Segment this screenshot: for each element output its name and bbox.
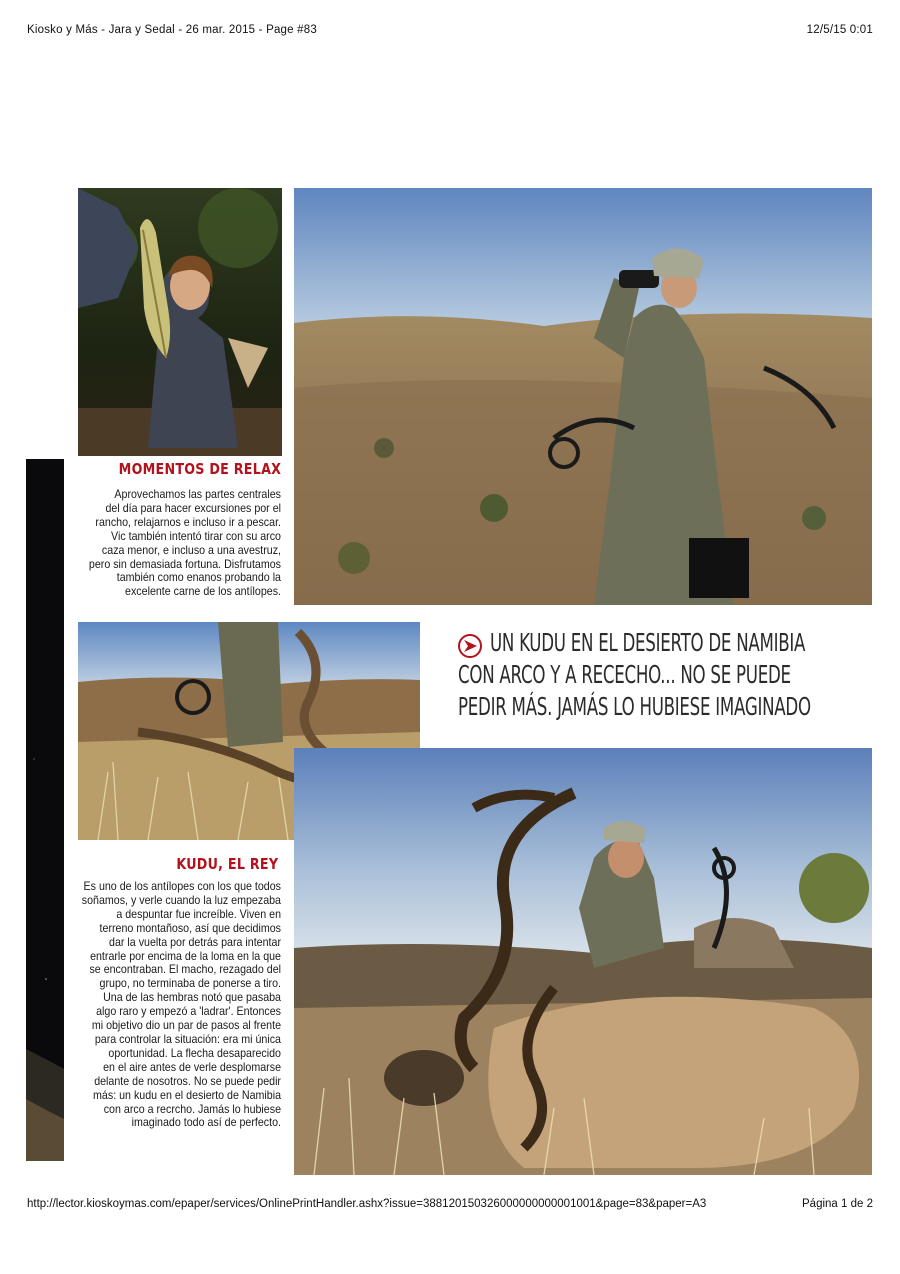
relax-line: del día para hacer excursiones por el: [105, 501, 281, 515]
photo-hunter-kudu-trophy: [294, 748, 872, 1175]
relax-line: caza menor, e incluso a una avestruz,: [101, 543, 281, 557]
kudu-line: a despuntar fue increíble. Viven en: [116, 907, 281, 921]
relax-line: rancho, relajarnos e incluso ir a pescar.: [95, 515, 281, 529]
kudu-line: oportunidad. La flecha desaparecido: [108, 1046, 281, 1060]
relax-body: [60, 488, 281, 599]
kudu-line: dar la vuelta por detrás para intentar: [109, 935, 281, 949]
kudu-line: para controlar la situación: era mi única: [94, 1032, 281, 1046]
relax-line: excelente carne de los antílopes.: [125, 585, 281, 599]
relax-line: pero sin demasiada fortuna. Disfrutamos: [88, 557, 281, 571]
pullquote-line: CON ARCO Y A RECECHO... NO SE PUEDE: [458, 660, 791, 689]
kudu-line: entrarle por encima de la loma en la que: [90, 949, 281, 963]
pullquote: [458, 627, 811, 723]
kudu-line: delante de nosotros. No se puede pedir: [94, 1074, 281, 1088]
kudu-heading: KUDU, EL REY: [176, 855, 278, 873]
print-footer-url[interactable]: http://lector.kioskoymas.com/epaper/services/OnlinePrintHandler.ashx?issue=388120150326000000000001001&page=83&paper=A3: [27, 1198, 707, 1210]
photo-hunter-binoculars: [294, 188, 872, 605]
print-header-title: Kiosko y Más - Jara y Sedal - 26 mar. 2015 - Page #83: [27, 24, 317, 36]
print-header-datetime: 12/5/15 0:01: [806, 24, 873, 36]
adjacent-page-photo-strip: [26, 459, 64, 1161]
pullquote-line: PEDIR MÁS. JAMÁS LO HUBIESE IMAGINADO: [458, 692, 811, 721]
kudu-line: imaginado todo así de perfecto.: [131, 1116, 281, 1130]
kudu-line: con arco a recrcho. Jamás lo hubiese: [103, 1102, 281, 1116]
kudu-line: algo raro y empezó a 'ladrar'. Entonces: [96, 1005, 282, 1019]
kudu-line: Es uno de los antílopes con los que todos: [83, 880, 282, 893]
kudu-line: se encontraban. El macho, rezagado del: [89, 963, 281, 977]
relax-line: Aprovechamos las partes centrales: [114, 488, 281, 501]
kudu-line: más: un kudu en el desierto de Namibia: [93, 1088, 281, 1102]
kudu-line: Una de las hembras notó que pasaba: [103, 991, 281, 1005]
kudu-line: en el aire antes de verle desplomarse: [103, 1060, 281, 1074]
kudu-line: mi objetivo dio un par de pasos al frente: [91, 1019, 281, 1033]
kudu-line: soñamos, y verle cuando la luz empezaba: [81, 893, 281, 907]
pullquote-line: UN KUDU EN EL DESIERTO DE NAMIBIA: [489, 628, 806, 657]
relax-line: Vic también intentó tirar con su arco: [111, 529, 281, 543]
kudu-body: [69, 880, 281, 1130]
kudu-line: terreno montañoso, así que decidimos: [99, 921, 281, 935]
print-footer-page-counter: Página 1 de 2: [802, 1198, 873, 1210]
relax-line: también como enanos probando la: [116, 571, 281, 585]
photo-woman-fishing: [78, 188, 282, 456]
kudu-line: grupo, no terminaba de ponerse a tiro.: [99, 977, 281, 991]
relax-heading: MOMENTOS DE RELAX: [118, 460, 281, 478]
